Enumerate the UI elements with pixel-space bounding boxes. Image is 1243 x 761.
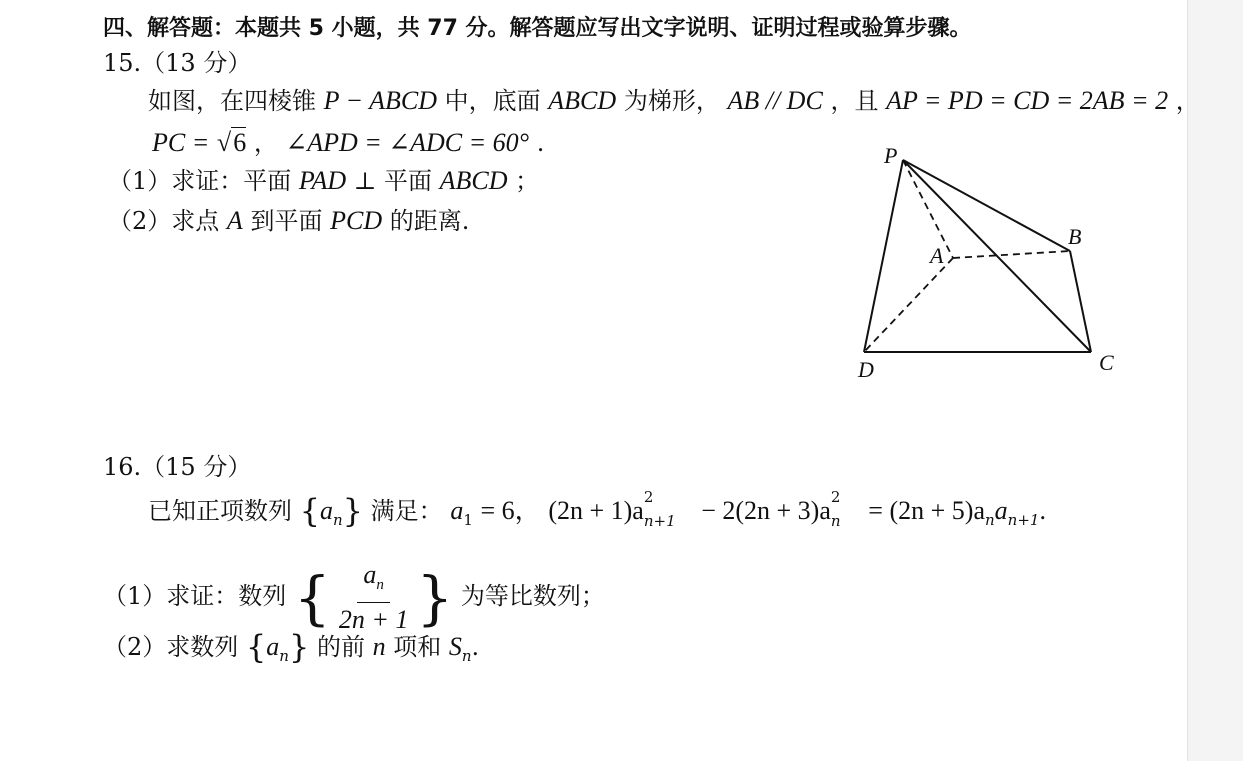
- label-A: A: [930, 243, 944, 268]
- edge-PB: [903, 160, 1070, 251]
- big-brace-left: {: [293, 564, 331, 632]
- S: S: [448, 632, 462, 661]
- sqrt-sign: √: [216, 128, 232, 157]
- label-P: P: [884, 143, 898, 168]
- sub: n+1: [643, 512, 676, 530]
- edge-AD: [864, 258, 953, 352]
- S-sub: n: [461, 647, 472, 665]
- q15-math: ABCD: [439, 166, 508, 195]
- seq-sub: n: [333, 511, 343, 529]
- q16-part2: [103, 628, 480, 671]
- seq-a: a: [320, 496, 333, 525]
- q15-text: （1）求证：平面: [108, 167, 292, 195]
- big-brace-right: }: [416, 564, 454, 632]
- eq-end: .: [1039, 496, 1046, 525]
- frac-num: a: [363, 560, 377, 589]
- q15-math: ∠APD = ∠ADC = 60°: [285, 128, 530, 157]
- q15-math: A: [226, 206, 243, 235]
- seq-a: a: [266, 632, 280, 661]
- pyramid-figure: [840, 135, 1130, 385]
- a1: a: [450, 496, 464, 525]
- q15-math: PC =: [152, 128, 210, 157]
- q16-text: 满足：: [370, 497, 443, 525]
- q15-math: PCD: [330, 206, 383, 235]
- label-D: D: [858, 357, 874, 382]
- label-C: C: [1099, 350, 1114, 375]
- q16-stem: [148, 488, 1046, 535]
- sup: 2: [643, 488, 654, 506]
- fraction: [333, 560, 415, 635]
- edge-AB: [953, 251, 1070, 258]
- q16-number: 16.（15 分）: [103, 453, 252, 481]
- sup: 2: [830, 488, 841, 506]
- q15-number: 15.（13 分）: [103, 49, 252, 77]
- q15-text: 为梯形，: [623, 87, 720, 115]
- seq-sub: n: [279, 647, 289, 665]
- q15-stem-line1: [148, 86, 1200, 116]
- frac-den: 2n + 1: [338, 605, 409, 634]
- q15-math: P − ABCD: [323, 86, 438, 115]
- q16-text: 的前: [316, 633, 365, 661]
- brace-right: }: [342, 492, 364, 530]
- sub: n+1: [1007, 511, 1040, 529]
- q15-text: 中，底面: [444, 87, 541, 115]
- n-var: n: [372, 632, 386, 661]
- q15-math: PAD: [298, 166, 347, 195]
- q16-text: 为等比数列；: [460, 582, 605, 610]
- q15-part2: [108, 206, 469, 236]
- q15-math: AB // DC: [727, 86, 823, 115]
- frac-num-sub: n: [376, 577, 384, 593]
- brace-left: {: [245, 628, 267, 666]
- q15-text: ，且: [830, 87, 879, 115]
- q15-math: ABCD: [548, 86, 617, 115]
- eq-part3: = (2n + 5)a: [861, 496, 985, 525]
- q15-text: （2）求点: [108, 207, 220, 235]
- q15-part1: [108, 166, 539, 196]
- q15-text: ；: [515, 167, 540, 195]
- q16-text: 已知正项数列: [148, 497, 292, 525]
- q15-stem-line2: [152, 128, 544, 158]
- q16-text: 项和: [393, 633, 442, 661]
- q15-text: ，: [1175, 87, 1200, 115]
- eq-part4: a: [994, 496, 1008, 525]
- a1-sub: 1: [463, 511, 473, 529]
- q15-text: ⊥ 平面: [353, 167, 432, 195]
- q15-text: 的距离.: [389, 207, 470, 235]
- sqrt-radicand: 6: [233, 128, 247, 157]
- q16-text: .: [471, 633, 480, 661]
- brace-left: {: [299, 492, 320, 530]
- q16-text: （2）求数列: [103, 633, 239, 661]
- edge-PD: [864, 160, 903, 352]
- q15-text: ，: [253, 129, 278, 157]
- q15-text: .: [536, 129, 545, 157]
- sub: n: [984, 511, 995, 529]
- a1-eq: = 6，: [480, 496, 541, 525]
- q15-text: 到平面: [250, 207, 323, 235]
- q16-part1: [103, 560, 605, 635]
- brace-right: }: [288, 628, 310, 666]
- q15-math: AP = PD = CD = 2AB = 2: [886, 86, 1169, 115]
- eq-part2: − 2(2n + 3)a: [694, 496, 831, 525]
- label-B: B: [1068, 224, 1082, 249]
- section-header: 四、解答题：本题共 5 小题，共 77 分。解答题应写出文字说明、证明过程或验算步骤。: [103, 16, 972, 41]
- sub: n: [830, 512, 841, 530]
- q15-text: 如图，在四棱锥: [148, 87, 316, 115]
- q16-text: （1）求证：数列: [103, 582, 287, 610]
- edge-BC: [1070, 251, 1091, 352]
- eq-part1: (2n + 1)a: [548, 496, 644, 525]
